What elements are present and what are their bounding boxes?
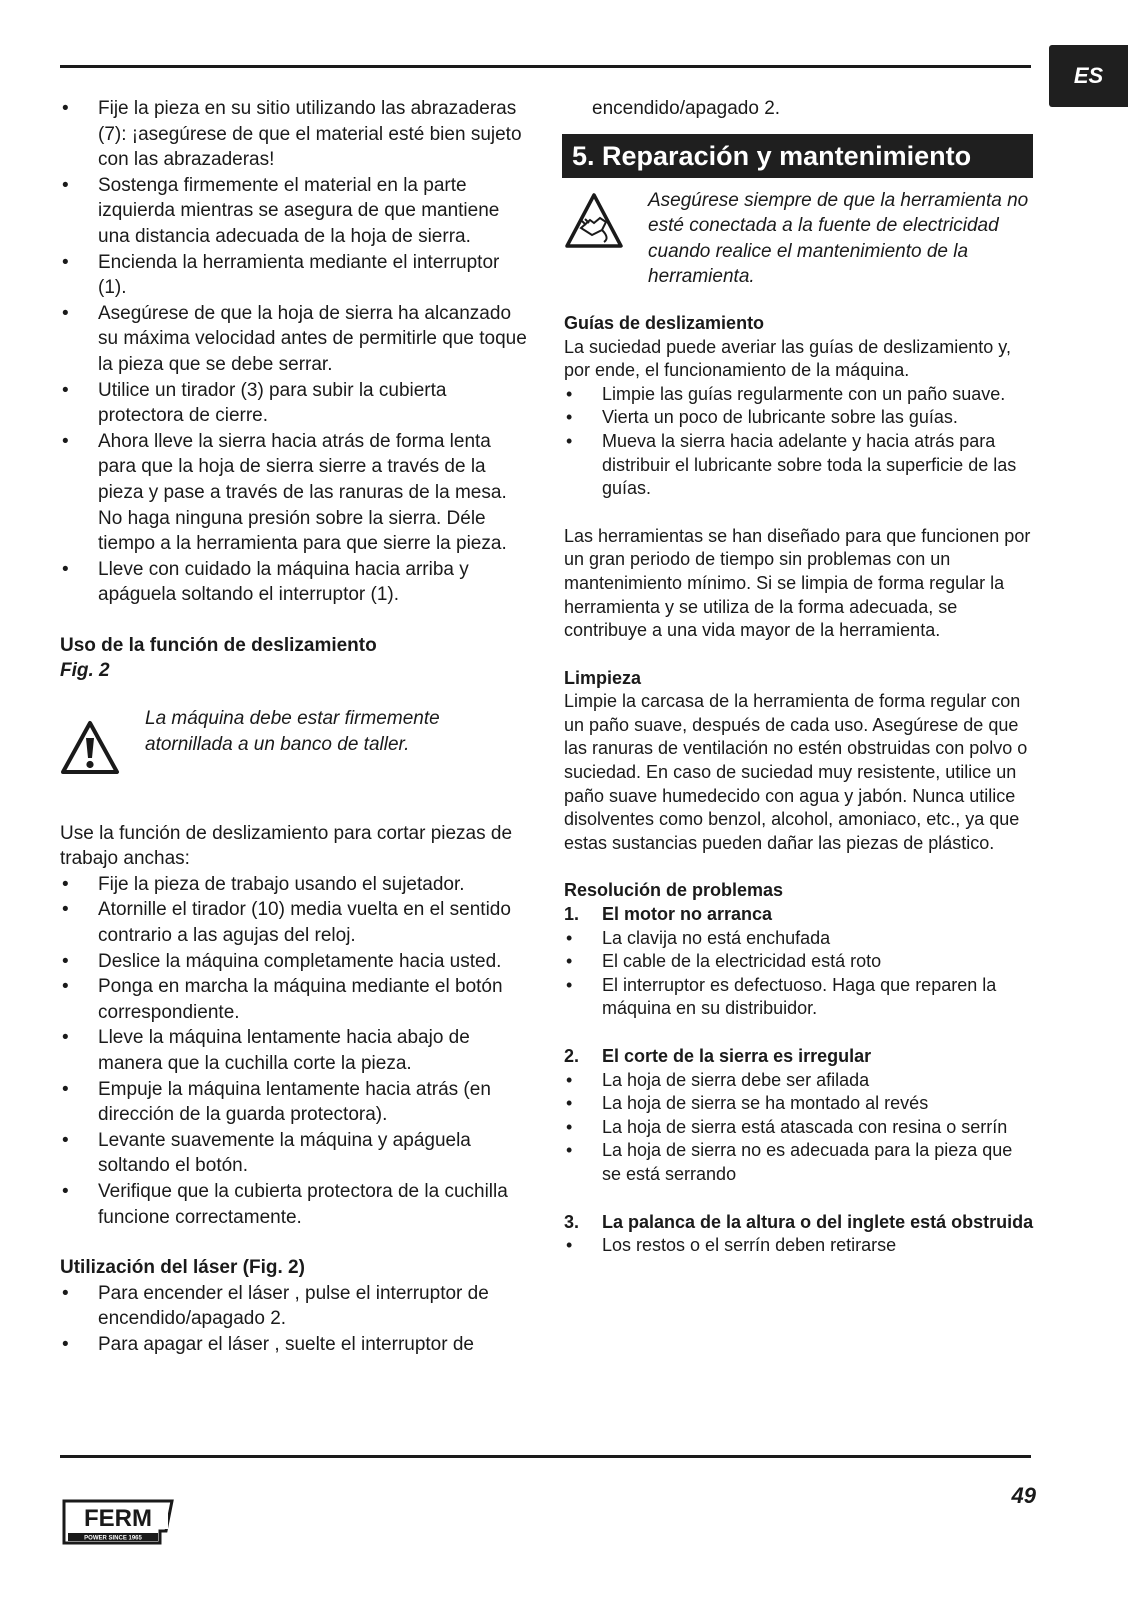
problem-title-text: El corte de la sierra es irregular (602, 1046, 872, 1066)
problem-title (564, 1211, 1034, 1235)
top-rule (60, 65, 1031, 68)
guides-text: La suciedad puede averiar las guías de deslizamiento y, por ende, el funcionamiento de la máquina. (564, 336, 1011, 381)
list-item: • Fije la pieza de trabajo usando el sujetador. (60, 872, 530, 898)
section-title: 5. Reparación y mantenimiento (562, 134, 1033, 178)
list-item: • Utilice un tirador (3) para subir la cubierta protectora de cierre. (60, 378, 530, 429)
problem-causes-list (564, 1234, 1034, 1258)
problem-number: 3. (564, 1211, 580, 1232)
unplug-warning-block (564, 188, 1034, 290)
problem-causes-list (564, 927, 1034, 1021)
list-item: • Mueva la sierra hacia adelante y hacia atrás para distribuir el lubricante sobre toda la superficie de las guías. (564, 430, 1034, 501)
list-item: • La clavija no está enchufada (564, 927, 1034, 951)
cleaning-heading: Limpieza (564, 667, 642, 688)
problem-title (564, 1045, 1034, 1069)
problem-title (564, 903, 1034, 927)
list-item: • Lleve la máquina lentamente hacia abajo de manera que la cuchilla corte la pieza. (60, 1025, 530, 1076)
list-item: • Ahora lleve la sierra hacia atrás de forma lenta para que la hoja de sierra sierre a través de la pieza y pase a través de las ranuras de la mesa. No haga ninguna presión sobre la sierra. Déle tiempo a la herramienta para que sierre la pieza. (60, 429, 530, 557)
list-item: • Para apagar el láser , suelte el interruptor de (60, 1332, 530, 1358)
problem-title-text: La palanca de la altura o del inglete está obstruida (602, 1211, 1034, 1232)
list-item: • Atornille el tirador (10) media vuelta en el sentido contrario a las agujas del reloj. (60, 897, 530, 948)
troubleshooting-heading: Resolución de problemas (564, 880, 784, 901)
svg-text:FERM: FERM (84, 1505, 152, 1532)
list-item: • Empuje la máquina lentamente hacia atrás (en dirección de la guarda protectora). (60, 1077, 530, 1128)
slide-function-heading: Uso de la función de deslizamiento (60, 634, 377, 656)
unplug-warning-text: Asegúrese siempre de que la herramienta no esté conectada a la fuente de electricidad cuando realice el mantenimiento de la herramienta. (648, 189, 1029, 288)
warning-block (60, 706, 530, 784)
list-item: • Limpie las guías regularmente con un paño suave. (564, 383, 1034, 407)
page-number: 49 (1011, 1483, 1036, 1508)
list-item: • Deslice la máquina completamente hacia usted. (60, 949, 530, 975)
problem-causes-list (564, 1069, 1034, 1187)
right-column (564, 96, 1034, 1258)
problem-number: 1. (564, 904, 580, 925)
left-column (60, 96, 530, 1358)
problem-number: 2. (564, 1046, 580, 1066)
list-item: • El interruptor es defectuoso. Haga que reparen la máquina en su distribuidor. (564, 974, 1034, 1021)
unplug-warning-icon (564, 192, 624, 258)
guides-heading: Guías de deslizamiento (564, 312, 765, 333)
svg-text:POWER SINCE 1965: POWER SINCE 1965 (84, 1535, 142, 1542)
cleaning-text: Limpie la carcasa de la herramienta de forma regular con un paño suave, después de cada uso. Asegúrese de que las ranuras de ventilación no estén obstruidas con polvo o suciedad. En caso de suciedad muy resistente, utilice un paño suave humedecido con agua y jabón. Nunca utilice disolventes como benzol, alcohol, amoniaco, etc., ya que estas sustancias pueden dañar las piezas de plástico. (564, 691, 1028, 853)
list-item: • La hoja de sierra debe ser afilada (564, 1069, 1034, 1093)
list-item: • Lleve con cuidado la máquina hacia arriba y apáguela soltando el interruptor (1). (60, 557, 530, 608)
list-item: • Vierta un poco de lubricante sobre las guías. (564, 406, 1034, 430)
laser-steps-list (60, 1281, 530, 1358)
slide-intro-text: Use la función de deslizamiento para cortar piezas de trabajo anchas: (60, 822, 513, 870)
list-item: • Sostenga firmemente el material en la parte izquierda mientras se asegura de que mantiene una distancia adecuada de la hoja de sierra. (60, 173, 530, 250)
list-item: • Ponga en marcha la máquina mediante el botón correspondiente. (60, 974, 530, 1025)
continuation-text: encendido/apagado 2. (592, 98, 781, 119)
list-item: • La hoja de sierra no es adecuada para la pieza que se está serrando (564, 1139, 1034, 1186)
list-item: • Para encender el láser , pulse el interruptor de encendido/apagado 2. (60, 1281, 530, 1332)
list-item: • Asegúrese de que la hoja de sierra ha alcanzado su máxima velocidad antes de permitirle que toque la pieza que se debe serrar. (60, 301, 530, 378)
maintenance-text: Las herramientas se han diseñado para que funcionen por un gran periodo de tiempo sin problemas con un mantenimiento mínimo. Si se limpia de forma regular la herramienta y se utiliza de la forma adecuada, se contribuye a una vida mayor de la herramienta. (564, 525, 1031, 641)
bottom-rule (60, 1455, 1031, 1458)
ferm-logo (60, 1497, 176, 1552)
list-item: • Levante suavemente la máquina y apáguela soltando el botón. (60, 1128, 530, 1179)
list-item: • Fije la pieza en su sitio utilizando las abrazaderas (7): ¡asegúrese de que el material esté bien sujeto con las abrazaderas! (60, 96, 530, 173)
list-item: • Encienda la herramienta mediante el interruptor (1). (60, 250, 530, 301)
slide-steps-list (60, 872, 530, 1230)
list-item: • La hoja de sierra se ha montado al revés (564, 1092, 1034, 1116)
warning-text: La máquina debe estar firmemente atornillada a un banco de taller. (145, 708, 440, 755)
list-item: • La hoja de sierra está atascada con resina o serrín (564, 1116, 1034, 1140)
figure-reference: Fig. 2 (60, 660, 110, 682)
guides-list (564, 383, 1034, 501)
list-item: • Verifique que la cubierta protectora de la cuchilla funcione correctamente. (60, 1179, 530, 1230)
operation-steps-list (60, 96, 530, 608)
warning-icon (60, 720, 120, 784)
language-tab: ES (1049, 45, 1128, 107)
list-item: • El cable de la electricidad está roto (564, 950, 1034, 974)
list-item: • Los restos o el serrín deben retirarse (564, 1234, 1034, 1258)
laser-heading: Utilización del láser (Fig. 2) (60, 1257, 305, 1279)
problem-title-text: El motor no arranca (602, 904, 773, 925)
